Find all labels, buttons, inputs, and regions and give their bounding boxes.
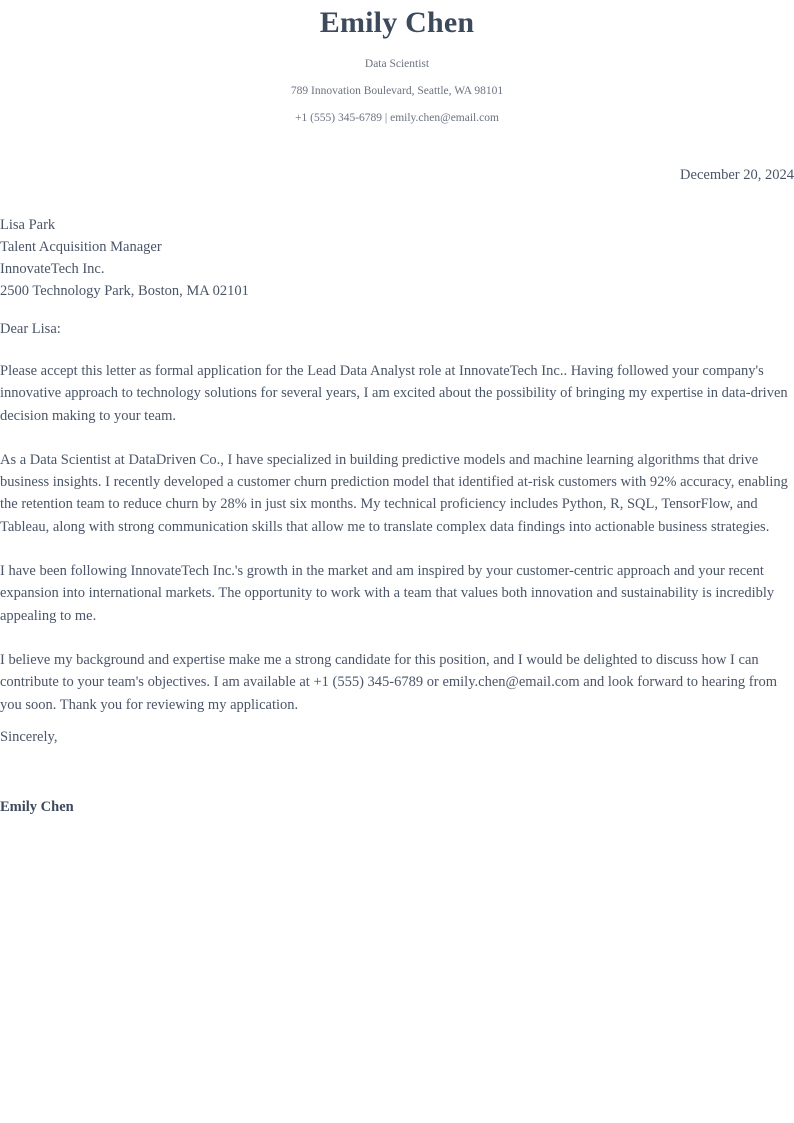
recipient-company: InnovateTech Inc. xyxy=(0,261,105,277)
valediction: Sincerely, xyxy=(0,728,58,745)
candidate-name: Emily Chen xyxy=(319,6,475,39)
recipient-name: Lisa Park xyxy=(0,217,56,233)
candidate-job-title: Data Scientist xyxy=(364,57,430,70)
candidate-address: 789 Innovation Boulevard, Seattle, WA 98101 xyxy=(290,84,504,97)
signature-space xyxy=(0,748,794,796)
body-paragraph-2: As a Data Scientist at DataDriven Co., I have specialized in building predictive models and machine learning algorithms that drive business insights. I recently developed a customer churn prediction model that identified at-risk customers with 92% accuracy, enabling the retention team to reduce churn by 28% in just six months. My technical proficiency includes Python, R, SQL, TensorFlow, and Tableau, along with strong communication skills that allow me to translate complex data findings into actionable business strategies. xyxy=(0,451,788,535)
letter-header xyxy=(0,0,794,127)
letter-date: December 20, 2024 xyxy=(680,167,794,184)
body-paragraph-3: I have been following InnovateTech Inc.'s growth in the market and am inspired by your customer-centric approach and your recent expansion into international markets. The opportunity to work with a team that values both innovation and sustainability is incredibly appealing to me. xyxy=(0,563,775,624)
signature-name: Emily Chen xyxy=(0,798,74,815)
letter-closing xyxy=(0,726,794,818)
recipient-block xyxy=(0,214,794,302)
candidate-contact-line: +1 (555) 345-6789 | emily.chen@email.com xyxy=(295,112,499,124)
letter-body xyxy=(0,360,794,716)
salutation: Dear Lisa: xyxy=(0,321,61,337)
body-paragraph-1: Please accept this letter as formal application for the Lead Data Analyst role at InnovateTech Inc.. Having followed your company's innovative approach to technology solutions for several years, I am excited about the possibility of bringing my expertise in data-driven decision making to your team. xyxy=(0,363,788,424)
recipient-job-title: Talent Acquisition Manager xyxy=(0,239,162,255)
body-paragraph-4: I believe my background and expertise make me a strong candidate for this position, and I would be delighted to discuss how I can contribute to your team's objectives. I am available at +1 (555) 345-6789 or emily.chen@email.com and look forward to hearing from you soon. Thank you for reviewing my application. xyxy=(0,651,777,713)
recipient-address: 2500 Technology Park, Boston, MA 02101 xyxy=(0,283,249,299)
